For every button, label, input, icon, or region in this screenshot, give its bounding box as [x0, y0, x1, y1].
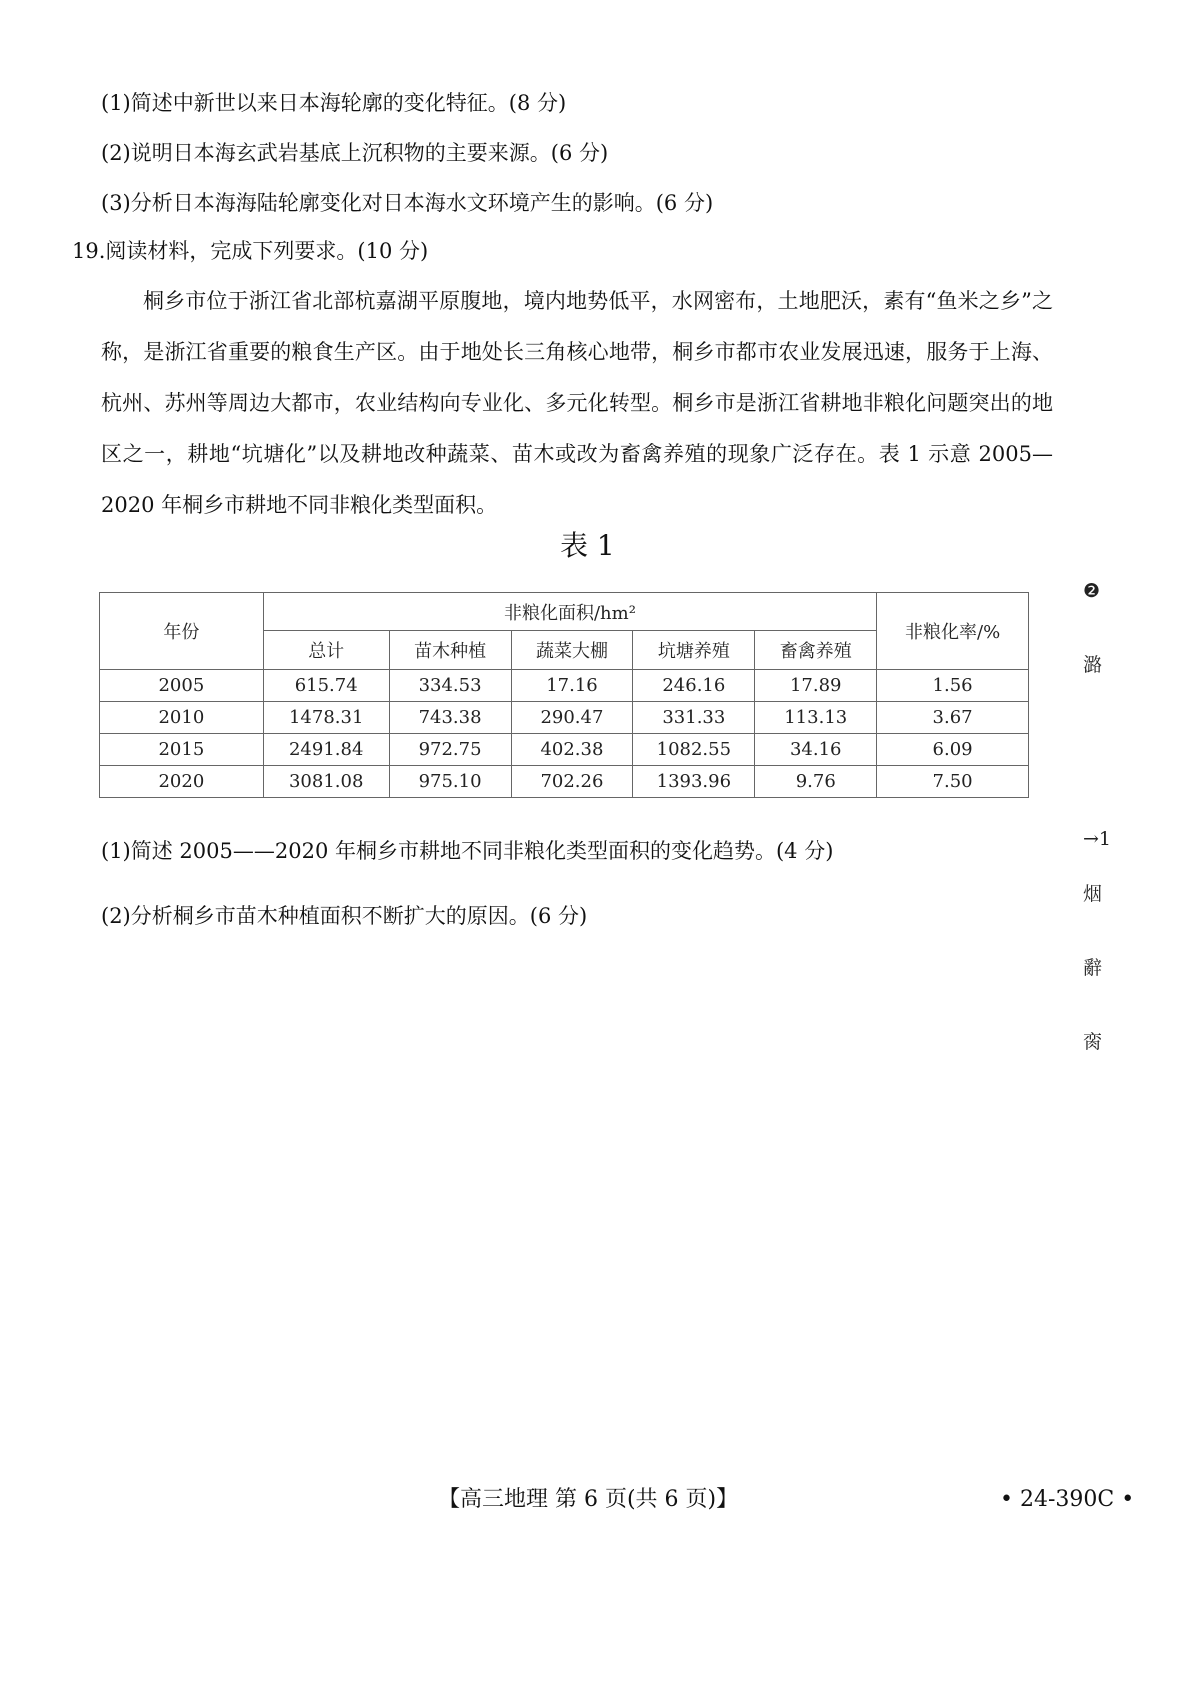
table-header-row [100, 593, 1029, 631]
question-18-part-1: (1)简述中新世以来日本海轮廓的变化特征。(8 分) [101, 91, 567, 115]
table-cell: 743.38 [389, 702, 511, 734]
footer-code: • 24-390C • [1000, 1487, 1135, 1512]
header-year: 年份 [100, 593, 264, 670]
side-mark: 辭 [1083, 957, 1103, 979]
table-cell: 1082.55 [633, 734, 755, 766]
table-cell: 2010 [100, 702, 264, 734]
question-18-part-3: (3)分析日本海海陆轮廓变化对日本海水文环境产生的影响。(6 分) [101, 191, 714, 215]
table-cell: 615.74 [263, 670, 389, 702]
table-cell: 1393.96 [633, 766, 755, 798]
question-19-passage: 桐乡市位于浙江省北部杭嘉湖平原腹地，境内地势低平，水网密布，土地肥沃，素有“鱼米之乡”之称，是浙江省重要的粮食生产区。由于地处长三角核心地带，桐乡市都市农业发展迅速，服务于上海、杭州、苏州等周边大都市，农业结构向专业化、多元化转型。桐乡市是浙江省耕地非粮化问题突出的地区之一，耕地“坑塘化”以及耕地改种蔬菜、苗木或改为畜禽养殖的现象广泛存在。表 1 示意 2005—2020 年桐乡市耕地不同非粮化类型面积。 [101, 289, 1053, 517]
question-19-part-2: (2)分析桐乡市苗木种植面积不断扩大的原因。(6 分) [101, 904, 588, 928]
header-livestock: 畜禽养殖 [755, 631, 877, 670]
table-cell: 290.47 [511, 702, 633, 734]
table-row [100, 702, 1029, 734]
table-cell: 34.16 [755, 734, 877, 766]
table-title: 表 1 [560, 529, 615, 562]
table-row [100, 734, 1029, 766]
header-pond: 坑塘养殖 [633, 631, 755, 670]
question-19-part-1: (1)简述 2005——2020 年桐乡市耕地不同非粮化类型面积的变化趋势。(4 分) [101, 839, 834, 863]
header-area-group: 非粮化面积/hm² [263, 593, 876, 631]
table-cell: 17.89 [755, 670, 877, 702]
table-cell: 334.53 [389, 670, 511, 702]
table-cell: 2491.84 [263, 734, 389, 766]
table-cell: 1.56 [877, 670, 1029, 702]
table-cell: 1478.31 [263, 702, 389, 734]
header-total: 总计 [263, 631, 389, 670]
side-mark: 烟 [1083, 883, 1103, 905]
header-seedlings: 苗木种植 [389, 631, 511, 670]
table-cell: 7.50 [877, 766, 1029, 798]
table-cell: 9.76 [755, 766, 877, 798]
data-table [99, 592, 1029, 798]
table-cell: 2005 [100, 670, 264, 702]
table-cell: 113.13 [755, 702, 877, 734]
table-cell: 2015 [100, 734, 264, 766]
table-cell: 17.16 [511, 670, 633, 702]
table-row [100, 766, 1029, 798]
table-cell: 3.67 [877, 702, 1029, 734]
footer-page-label: 【高三地理 第 6 页(共 6 页)】 [438, 1487, 739, 1512]
header-rate: 非粮化率/% [877, 593, 1029, 670]
question-19-heading: 19.阅读材料，完成下列要求。(10 分) [72, 239, 429, 263]
table-row [100, 670, 1029, 702]
table-cell: 702.26 [511, 766, 633, 798]
side-mark: ❷ [1083, 580, 1101, 602]
table-cell: 402.38 [511, 734, 633, 766]
table-cell: 972.75 [389, 734, 511, 766]
table-cell: 6.09 [877, 734, 1029, 766]
side-mark: 脔 [1083, 1031, 1103, 1053]
table-cell: 246.16 [633, 670, 755, 702]
table-cell: 975.10 [389, 766, 511, 798]
side-mark: →1 [1083, 828, 1112, 850]
table-cell: 331.33 [633, 702, 755, 734]
table-cell: 3081.08 [263, 766, 389, 798]
table-cell: 2020 [100, 766, 264, 798]
side-mark: 潞 [1083, 654, 1103, 676]
header-greenhouse: 蔬菜大棚 [511, 631, 633, 670]
question-18-part-2: (2)说明日本海玄武岩基底上沉积物的主要来源。(6 分) [101, 141, 609, 165]
